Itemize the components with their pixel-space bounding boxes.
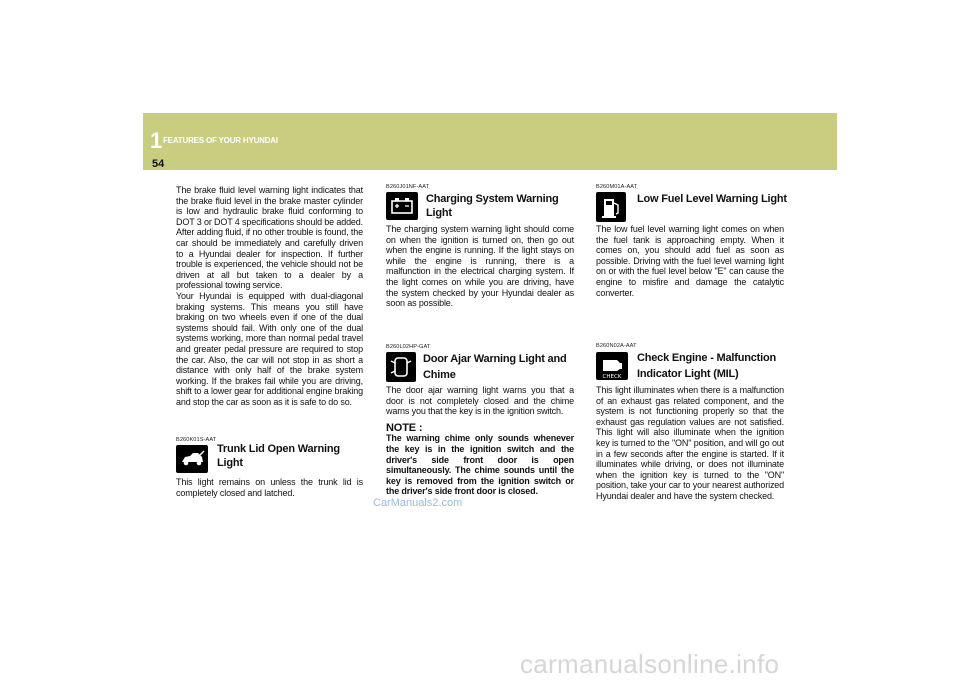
trunk-title: Trunk Lid Open Warning Light (217, 443, 340, 469)
chapter-title: FEATURES OF YOUR HYUNDAI (163, 136, 278, 145)
trunk-body: This light remains on unless the trunk lid is completely closed and latched. (176, 477, 363, 498)
check-engine-body: This light illuminates when there is a malfunction of an exhaust gas related component, and the system is not functioning properly so that the exhaust gas regulation values are not satisfied. This light will also illuminate when the ignition key is turned to the "ON" position, and will go out in a few seconds after the engine is started. If it illuminates while driving, or does not illuminate when the ignition key is turned to the "ON" position, take your car to your nearest authorized Hyundai dealer and have the system checked. (596, 385, 784, 501)
door-section (386, 385, 574, 497)
note-body: The warning chime only sounds whenever the key is in the ignition switch and the driver's side front door is open simultaneously. The chime sounds until the key is removed from the ignition switch or the driver's side front door is closed. (386, 433, 574, 497)
check-engine-code: B260N02A-AAT (596, 343, 637, 349)
fuel-title: Low Fuel Level Warning Light (637, 193, 787, 205)
charging-body: The charging system warning light should come on when the ignition is turned on, then go out when the engine is running. If the light stays on while the engine is running, there is a malfunction in the electrical charging system. If the light comes on while you are driving, have the system checked by your Hyundai dealer as soon as possible. (386, 224, 574, 309)
chapter-number: 1 (150, 128, 163, 153)
fuel-code: B260M01A-AAT (596, 184, 638, 190)
page-number: 54 (152, 158, 165, 170)
door-code: B260L02HP-GAT (386, 344, 431, 350)
watermark-carmanualsonline: carmanualsonline.info (520, 649, 780, 679)
door-title: Door Ajar Warning Light and Chime (423, 353, 567, 381)
brake-fluid-paragraph: The brake fluid level warning light indicates that the brake fluid level in the brake master cylinder is low and hydraulic brake fluid conforming to DOT 3 or DOT 4 specifications should be added. After adding fluid, if no other trouble is found, the car should be immediately and carefully driven to a Hyundai dealer for inspection. If further trouble is experienced, the vehicle should not be driven at all but taken to a dealer by a professional towing service. (176, 185, 363, 291)
trunk-open-icon (176, 445, 208, 473)
door-body: The door ajar warning light warns you that a door is not completely closed and the chime warns you that the key is in the ignition switch. (386, 385, 574, 417)
charging-title: Charging System Warning Light (426, 193, 559, 219)
fuel-pump-icon (596, 192, 626, 222)
watermark-carmanuals2: CarManuals2.com (373, 497, 463, 509)
battery-icon (386, 192, 418, 220)
fuel-body: The low fuel level warning light comes on when the fuel tank is approaching empty. When it comes on, you should add fuel as soon as possible. Driving with the fuel level warning light on or with the fuel level below "E" can cause the engine to misfire and damage the catalytic converter. (596, 224, 784, 298)
dual-brake-paragraph: Your Hyundai is equipped with dual-diagonal braking systems. This means you still have braking on two wheels even if one of the dual systems should fail. With only one of the dual systems working, more than normal pedal travel and greater pedal pressure are required to stop the car. Also, the car will not stop in as short a distance with only half of the brake system working. If the brakes fail while you are driving, shift to a lower gear for additional engine braking and stop the car as soon as it is safe to do so. (176, 290, 363, 407)
check-icon-text: CHECK (602, 374, 622, 380)
charging-code: B260J01NF-AAT (386, 184, 430, 190)
brake-fluid-text (176, 185, 363, 407)
check-engine-icon (596, 352, 628, 380)
trunk-code: B260K01S-AAT (176, 437, 217, 443)
check-engine-title: Check Engine - Malfunction Indicator Light (MIL) (637, 352, 777, 380)
door-ajar-icon (386, 352, 416, 382)
note-label: NOTE : (386, 421, 423, 434)
